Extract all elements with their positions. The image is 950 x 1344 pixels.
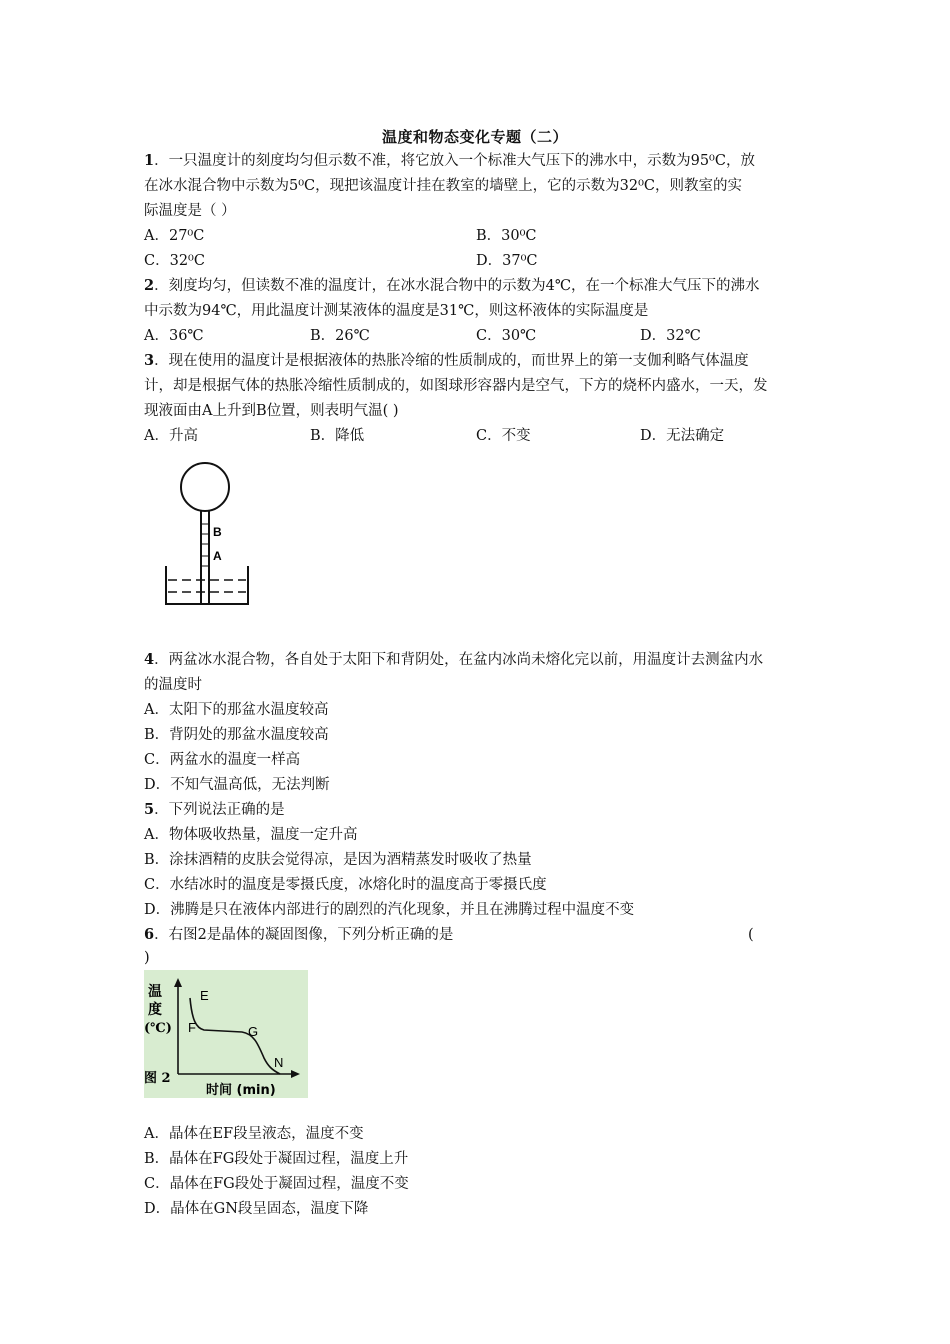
q4-option-c: C．两盆水的温度一样高 bbox=[144, 752, 301, 768]
q2-option-b: B．26℃ bbox=[310, 328, 370, 344]
beaker bbox=[166, 566, 248, 604]
point-n-label: N bbox=[274, 1055, 284, 1070]
point-f-label: F bbox=[188, 1020, 196, 1035]
point-g-label: G bbox=[248, 1024, 259, 1039]
q6-option-b: B．晶体在FG段处于凝固过程，温度上升 bbox=[144, 1151, 409, 1167]
q1-line-3: 际温度是（ ） bbox=[144, 203, 236, 219]
q6-number: 6 bbox=[144, 926, 155, 943]
q2-option-c: C．30℃ bbox=[476, 328, 537, 344]
q6-paren-close: ) bbox=[144, 950, 150, 966]
label-b: B bbox=[213, 525, 222, 539]
q3-option-b: B．降低 bbox=[310, 428, 365, 444]
q6-option-d: D．晶体在GN段呈固态，温度下降 bbox=[144, 1201, 369, 1217]
y-axis-label-3: (℃) bbox=[144, 1021, 172, 1036]
q2-line-2: 中示数为94℃，用此温度计测某液体的温度是31℃，则这杯液体的实际温度是 bbox=[144, 303, 649, 319]
page-title: 温度和物态变化专题（二） bbox=[381, 128, 568, 146]
q4-line-1: 4．两盆冰水混合物，各自处于太阳下和背阴处，在盆内冰尚未熔化完以前，用温度计去测盆内水 bbox=[144, 651, 764, 668]
q1-option-d: D．37⁰C bbox=[476, 253, 538, 269]
q5-option-d: D．沸腾是只在液体内部进行的剧烈的汽化现象，并且在沸腾过程中温度不变 bbox=[144, 902, 635, 918]
q4-option-a: A．太阳下的那盆水温度较高 bbox=[144, 702, 329, 718]
q1-option-b: B．30⁰C bbox=[476, 228, 537, 244]
label-a: A bbox=[213, 549, 222, 563]
q3-line-3: 现液面由A上升到B位置，则表明气温( ) bbox=[144, 403, 399, 419]
q5-line-1: 5．下列说法正确的是 bbox=[144, 801, 285, 818]
q5-number: 5 bbox=[144, 801, 155, 818]
q3-line-2: 计，却是根据气体的热胀冷缩性质制成的，如图球形容器内是空气，下方的烧杯内盛水，一天，发 bbox=[144, 378, 768, 394]
q3-number: 3 bbox=[144, 352, 155, 369]
q2-number: 2 bbox=[144, 277, 155, 294]
q3-option-d: D．无法确定 bbox=[640, 428, 725, 444]
q2-option-a: A．36℃ bbox=[144, 328, 204, 344]
q1-line-1: 1．一只温度计的刻度均匀但示数不准，将它放入一个标准大气压下的沸水中，示数为95⁰C，放 bbox=[144, 152, 755, 169]
air-bulb bbox=[181, 463, 229, 511]
y-axis-label-2: 度 bbox=[148, 1002, 162, 1018]
q5-option-a: A．物体吸收热量，温度一定升高 bbox=[144, 827, 358, 843]
figure-caption: 图 2 bbox=[144, 1071, 171, 1086]
q5-option-c: C．水结冰时的温度是零摄氏度，冰熔化时的温度高于零摄氏度 bbox=[144, 877, 547, 893]
q2-option-d: D．32℃ bbox=[640, 328, 701, 344]
q3-line-1: 3．现在使用的温度计是根据液体的热胀冷缩的性质制成的，而世界上的第一支伽利略气体温度 bbox=[144, 352, 749, 369]
q6-line-1: 6．右图2是晶体的凝固图像，下列分析正确的是 bbox=[144, 926, 454, 943]
q4-option-d: D．不知气温高低，无法判断 bbox=[144, 777, 330, 793]
q4-option-b: B．背阴处的那盆水温度较高 bbox=[144, 727, 329, 743]
solidification-graph-figure bbox=[144, 970, 308, 1098]
q3-option-c: C．不变 bbox=[476, 428, 531, 444]
q1-line-2: 在冰水混合物中示数为5⁰C，现把该温度计挂在教室的墙壁上，它的示数为32⁰C，则教室的实 bbox=[144, 178, 742, 194]
q1-option-a: A．27⁰C bbox=[144, 228, 205, 244]
q4-number: 4 bbox=[144, 651, 155, 668]
q1-option-c: C．32⁰C bbox=[144, 253, 205, 269]
q2-line-1: 2．刻度均匀，但读数不准的温度计，在冰水混合物中的示数为4℃，在一个标准大气压下的沸水 bbox=[144, 277, 760, 294]
point-e-label: E bbox=[200, 988, 209, 1003]
q6-option-a: A．晶体在EF段呈液态，温度不变 bbox=[144, 1126, 364, 1142]
q6-paren-open: ( bbox=[748, 927, 754, 943]
x-axis-label: 时间 (min) bbox=[206, 1083, 276, 1098]
q5-option-b: B．涂抹酒精的皮肤会觉得凉，是因为酒精蒸发时吸收了热量 bbox=[144, 852, 532, 868]
q3-option-a: A．升高 bbox=[144, 428, 198, 444]
galileo-thermometer-figure bbox=[160, 462, 256, 608]
q4-line-2: 的温度时 bbox=[144, 677, 202, 693]
q6-option-c: C．晶体在FG段处于凝固过程，温度不变 bbox=[144, 1176, 409, 1192]
q1-number: 1 bbox=[144, 152, 155, 169]
y-axis-label-1: 温 bbox=[148, 984, 162, 1000]
